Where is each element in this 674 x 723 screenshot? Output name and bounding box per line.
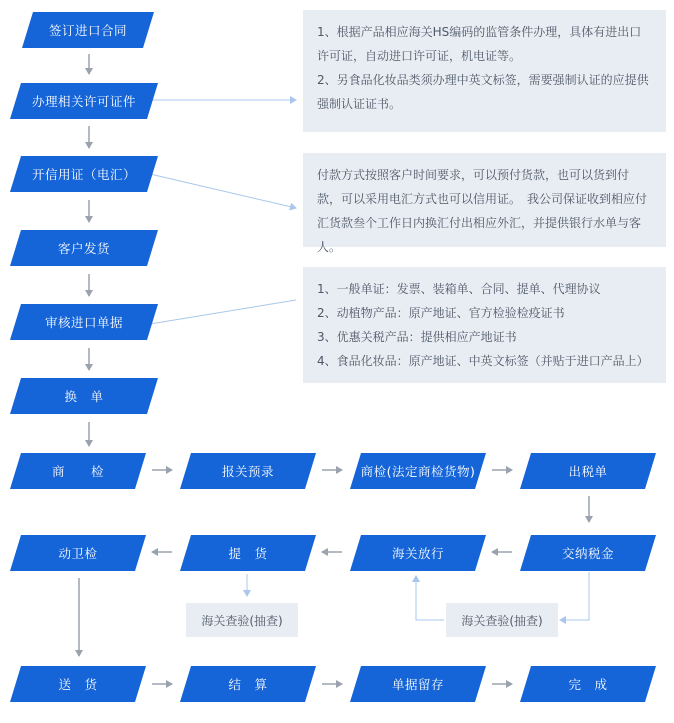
node-pay-taxes <box>520 535 656 571</box>
node-label: 海关放行 <box>391 546 444 561</box>
customs-inspection-right: 海关查验(抽查) <box>446 603 558 637</box>
customs-inspection-left: 海关查验(抽查) <box>186 603 298 637</box>
note-line: 2、动植物产品：原产地证、官方检验检疫证书 <box>317 306 565 320</box>
note-connector-documents <box>150 300 296 324</box>
node-review-documents <box>10 304 158 340</box>
node-customer-ship <box>10 230 158 266</box>
node-permits <box>10 83 158 119</box>
node-label: 送 货 <box>58 677 98 692</box>
node-label: 完 成 <box>568 677 608 692</box>
node-label: 提 货 <box>228 546 268 561</box>
node-label: 商 检 <box>51 464 104 479</box>
node-label: 商检(法定商检货物) <box>360 464 476 479</box>
node-commodity-inspection <box>10 453 146 489</box>
note-payment <box>303 153 666 254</box>
node-settlement <box>180 666 316 702</box>
node-label: 办理相关许可证件 <box>31 94 136 109</box>
node-deliver-goods <box>10 666 146 702</box>
branch-11-inspect <box>560 572 589 620</box>
node-customs-pre-entry <box>180 453 316 489</box>
node-label: 动卫检 <box>58 546 98 561</box>
note-line: 3、优惠关税产品：提供相应产地证书 <box>317 330 517 344</box>
node-label: 签订进口合同 <box>48 23 127 38</box>
node-quarantine-inspection <box>10 535 146 571</box>
note-permits <box>303 10 666 132</box>
note-line: 1、一般单证：发票、装箱单、合同、提单、代理协议 <box>317 282 601 296</box>
node-statutory-inspection <box>350 453 486 489</box>
note-connector-payment <box>150 174 296 208</box>
note-line: 付款方式按照客户时间要求，可以预付货款，也可以货到付款，可以采用电汇方式也可以信用证。 我公司保证收到相应付汇货款叁个工作日内换汇付出相应外汇，并提供银行水单与客人。 <box>317 168 648 254</box>
note-documents <box>303 267 666 383</box>
node-exchange-documents <box>10 378 158 414</box>
node-label: 换 单 <box>64 389 104 404</box>
node-label: 审核进口单据 <box>44 315 123 330</box>
note-line: 2、另食品化妆品类须办理中英文标签，需要强制认证的应提供强制认证证书。 <box>317 73 649 111</box>
node-sign-contract <box>22 12 154 48</box>
node-pick-up-goods <box>180 535 316 571</box>
node-label: 客户发货 <box>57 241 110 256</box>
node-label: 单据留存 <box>391 677 444 692</box>
node-letter-of-credit <box>10 156 158 192</box>
node-complete <box>520 666 656 702</box>
node-customs-release <box>350 535 486 571</box>
node-label: 开信用证（电汇） <box>31 167 136 182</box>
node-label: 结 算 <box>228 677 268 692</box>
node-label: 出税单 <box>568 464 608 479</box>
note-line: 1、根据产品相应海关HS编码的监管条件办理，具体有进出口许可证，自动进口许可证，机电证等。 <box>317 25 642 63</box>
node-label: 报关预录 <box>221 464 274 479</box>
node-archive-documents <box>350 666 486 702</box>
note-line: 4、食品化妆品：原产地证、中英文标签（并贴于进口产品上） <box>317 354 649 368</box>
node-label: 交纳税金 <box>561 546 614 561</box>
branch-inspect-12 <box>416 576 444 620</box>
node-tax-bill <box>520 453 656 489</box>
